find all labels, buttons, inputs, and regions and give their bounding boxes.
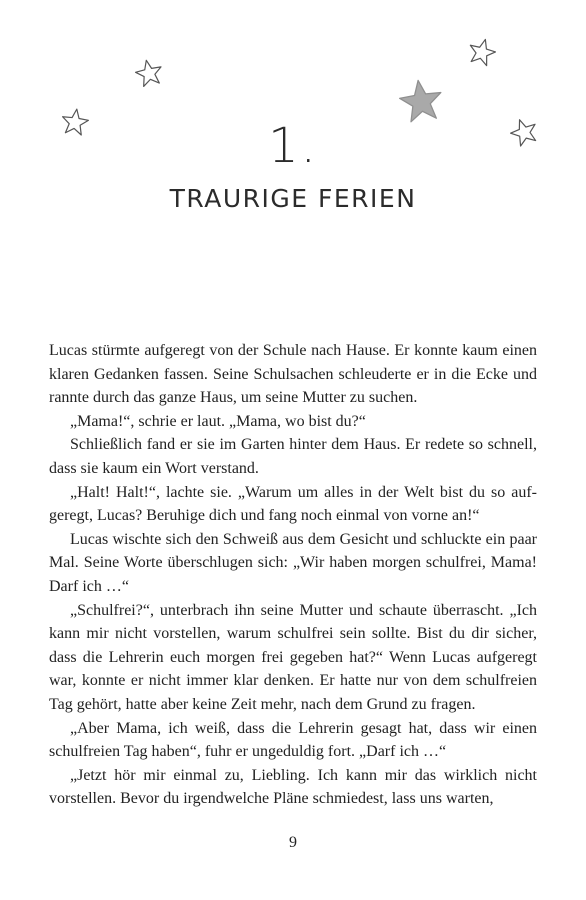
paragraph: „Aber Mama, ich weiß, dass die Lehrerin gesagt hat, dass wir einen schulfreien Tag haben“, fuhr er ungeduldig fort. „Darf ich …“ <box>49 719 537 761</box>
chapter-body <box>49 339 537 811</box>
star-outline-icon <box>134 58 164 88</box>
paragraph: „Schulfrei?“, unterbrach ihn seine Mutter und schaute überrascht. „Ich kann mir nicht vorstellen, warum schulfrei sein sollte. Bist du dir sicher, dass die Lehrerin euch morgen frei gegeben hat?“ Wenn Lucas aufgeregt war, konnte er nicht immer klar denken. Er hatte nur von dem schulfreien Tag gehört, hatte aber keine Zeit mehr, nach dem Grund zu fragen. <box>49 601 537 713</box>
chapter-number: 1. <box>268 118 318 174</box>
paragraph: „Mama!“, schrie er laut. „Mama, wo bist du?“ <box>70 412 366 430</box>
paragraph: „Jetzt hör mir einmal zu, Liebling. Ich kann mir das wirklich nicht vorstellen. Bevor du irgendwelche Pläne schmiedest, lass uns warten, <box>49 766 537 808</box>
chapter-title: TRAURIGE FERIEN <box>169 184 417 213</box>
paragraph: Lucas stürmte aufgeregt von der Schule nach Hause. Er konnte kaum einen klaren Gedanken fassen. Seine Schulsachen schleuderte er in die Ecke und rannte durch das ganze Haus, um seine Mutter zu suchen. <box>49 342 537 407</box>
paragraph: Schließlich fand er sie im Garten hinter dem Haus. Er redete so schnell, dass sie kaum ein Wort verstand. <box>49 436 537 477</box>
star-outline-icon <box>467 37 497 67</box>
paragraph: Lucas wischte sich den Schweiß aus dem Gesicht und schluckte ein paar Mal. Seine Worte überschlugen sich: „Wir haben morgen schulfrei, Mama! Darf ich …“ <box>49 530 537 595</box>
paragraph: „Halt! Halt!“, lachte sie. „Warum um alles in der Welt bist du so aufgeregt, Lucas? Beruhige dich und fang noch einmal von vorne an!“ <box>49 483 537 525</box>
page-number: 9 <box>289 834 297 851</box>
